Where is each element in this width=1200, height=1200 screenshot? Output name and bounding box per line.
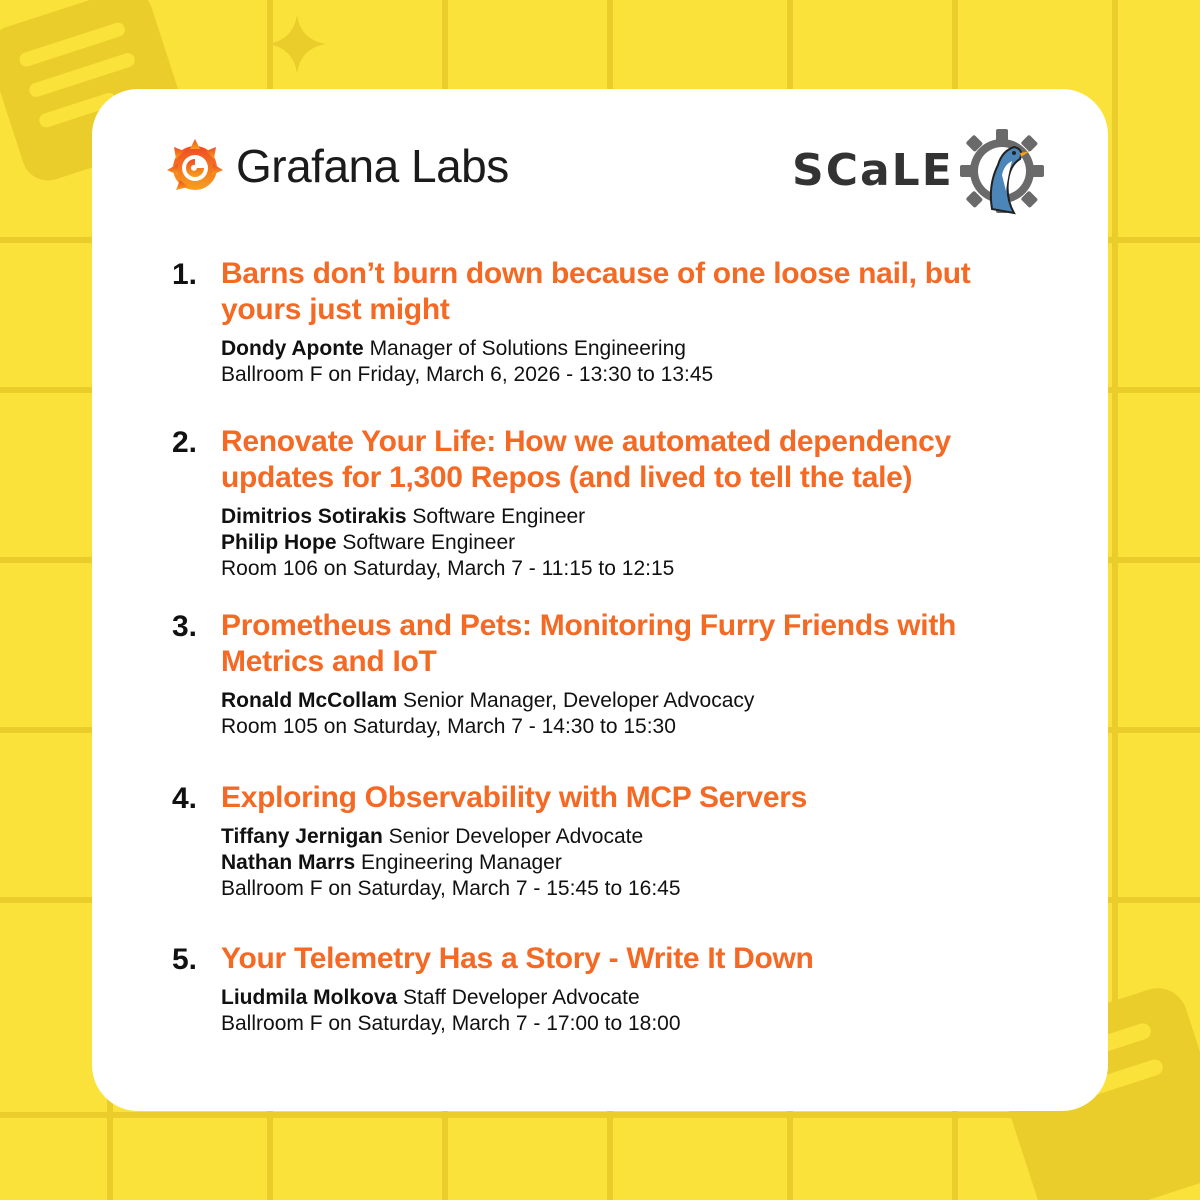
speaker-role: Engineering Manager [361,851,562,874]
talk-location: Ballroom F on Saturday, March 7 - 15:45 to 16:45 [221,877,681,900]
talk-number: 3. [172,610,198,643]
speaker-role: Senior Manager, Developer Advocacy [403,689,755,712]
talk-number: 1. [172,258,198,291]
speaker-name: Ronald McCollam [221,689,398,712]
speaker-role: Manager of Solutions Engineering [369,337,686,360]
talk-location: Ballroom F on Saturday, March 7 - 17:00 to 18:00 [221,1012,681,1035]
speaker-role: Software Engineer [342,531,516,554]
talk-location: Room 106 on Saturday, March 7 - 11:15 to 12:15 [221,557,675,580]
talk-number: 2. [172,426,198,459]
talk-title: Renovate Your Life: How we automated dependency updates for 1,300 Repos (and lived to tell the tale) [221,425,951,494]
talk-location: Ballroom F on Friday, March 6, 2026 - 13:30 to 13:45 [221,363,714,386]
speaker-role: Staff Developer Advocate [403,986,640,1009]
speaker-name: Dimitrios Sotirakis [221,505,407,528]
speaker-name: Liudmila Molkova [221,986,398,1009]
scale-penguin-gear-icon [958,125,1046,217]
speaker-line [221,985,1051,1011]
grafana-flame-icon [164,135,226,197]
speaker-line [221,688,1051,714]
speaker-name: Nathan Marrs [221,851,356,874]
talk-number: 4. [172,782,198,815]
sparkle-icon [268,15,326,73]
grafana-labs-logo [164,135,509,197]
talk-title: Barns don’t burn down because of one loose nail, but yours just might [221,257,971,326]
speaker-line [221,504,1051,530]
speaker-name: Tiffany Jernigan [221,825,383,848]
talk-location: Room 105 on Saturday, March 7 - 14:30 to 15:30 [221,715,676,738]
schedule-card [92,89,1108,1111]
scale-wordmark: SCaLE [792,145,954,196]
talk-number: 5. [172,943,198,976]
speaker-line [221,336,1051,362]
talk-title: Prometheus and Pets: Monitoring Furry Friends with Metrics and IoT [221,609,957,678]
talk-title: Exploring Observability with MCP Servers [221,781,807,814]
speaker-line [221,850,1051,876]
speaker-role: Senior Developer Advocate [388,825,644,848]
speaker-role: Software Engineer [412,505,586,528]
speaker-line [221,824,1051,850]
grafana-labs-wordmark: Grafana Labs [236,140,509,192]
speaker-name: Philip Hope [221,531,337,554]
scale-logo [792,125,1046,217]
talk-title: Your Telemetry Has a Story - Write It Down [221,942,814,975]
speaker-line [221,530,1051,556]
speaker-name: Dondy Aponte [221,337,364,360]
